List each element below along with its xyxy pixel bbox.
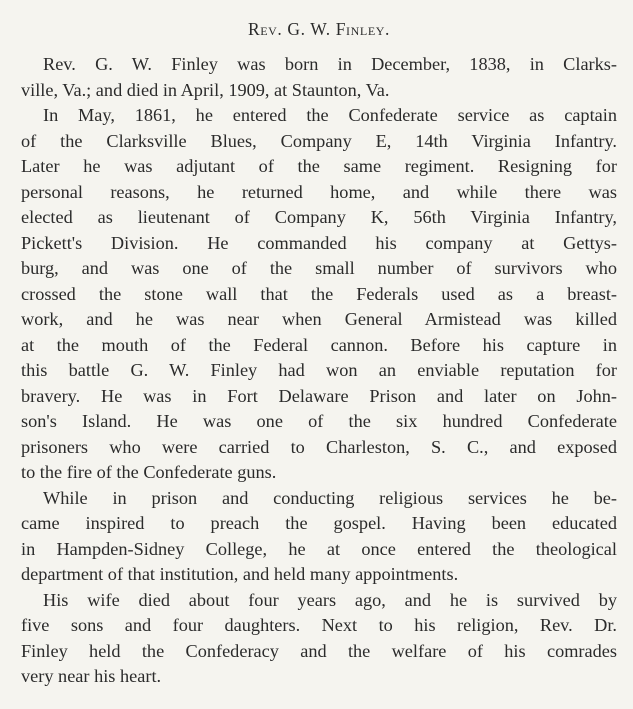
paragraph-line: came inspired to preach the gospel. Having been educated [21, 513, 617, 533]
paragraph-line: While in prison and conducting religious services he be- [43, 487, 617, 508]
paragraph-line: department of that institution, and held many appointments. [21, 564, 459, 584]
paragraph-line: His wife died about four years ago, and he is survived by [43, 589, 617, 610]
article-body [21, 52, 617, 690]
paragraph-line: bravery. He was in Fort Delaware Prison and later on John- [21, 385, 617, 406]
paragraph-4 [21, 588, 617, 690]
paragraph-3 [21, 486, 617, 588]
paragraph-line: Rev. G. W. Finley was born in December, 1838, in Clarks- [43, 54, 617, 74]
paragraph-line: this battle G. W. Finley had won an enviable reputation for [21, 360, 617, 380]
paragraph-line: prisoners who were carried to Charleston, S. C., and exposed [21, 436, 617, 457]
paragraph-1 [21, 52, 617, 103]
paragraph-2 [21, 103, 617, 486]
paragraph-line: in Hampden-Sidney College, he at once entered the theological [21, 538, 617, 559]
paragraph-line: at the mouth of the Federal cannon. Before his capture in [21, 334, 617, 355]
page-title: Rev. G. W. Finley. [247, 19, 391, 39]
paragraph-line: crossed the stone wall that the Federals used as a breast- [21, 283, 617, 304]
paragraph-line: Later he was adjutant of the same regiment. Resigning for [21, 156, 617, 176]
paragraph-line: work, and he was near when General Armistead was killed [21, 309, 617, 329]
paragraph-line: ville, Va.; and died in April, 1909, at Staunton, Va. [21, 79, 390, 100]
paragraph-line: Finley held the Confederacy and the welfare of his comrades [21, 640, 617, 661]
paragraph-line: of the Clarksville Blues, Company E, 14th Virginia Infantry. [21, 130, 617, 151]
paragraph-line: very near his heart. [21, 666, 162, 686]
paragraph-line: elected as lieutenant of Company K, 56th Virginia Infantry, [21, 207, 617, 227]
paragraph-line: burg, and was one of the small number of survivors who [21, 258, 617, 278]
paragraph-line: Pickett's Division. He commanded his company at Gettys- [21, 232, 617, 253]
paragraph-line: to the fire of the Confederate guns. [21, 462, 277, 482]
paragraph-line: personal reasons, he returned home, and while there was [21, 181, 617, 202]
paragraph-line: son's Island. He was one of the six hundred Confederate [21, 411, 617, 431]
paragraph-line: In May, 1861, he entered the Confederate service as captain [43, 105, 617, 125]
paragraph-line: five sons and four daughters. Next to his religion, Rev. Dr. [21, 615, 617, 635]
